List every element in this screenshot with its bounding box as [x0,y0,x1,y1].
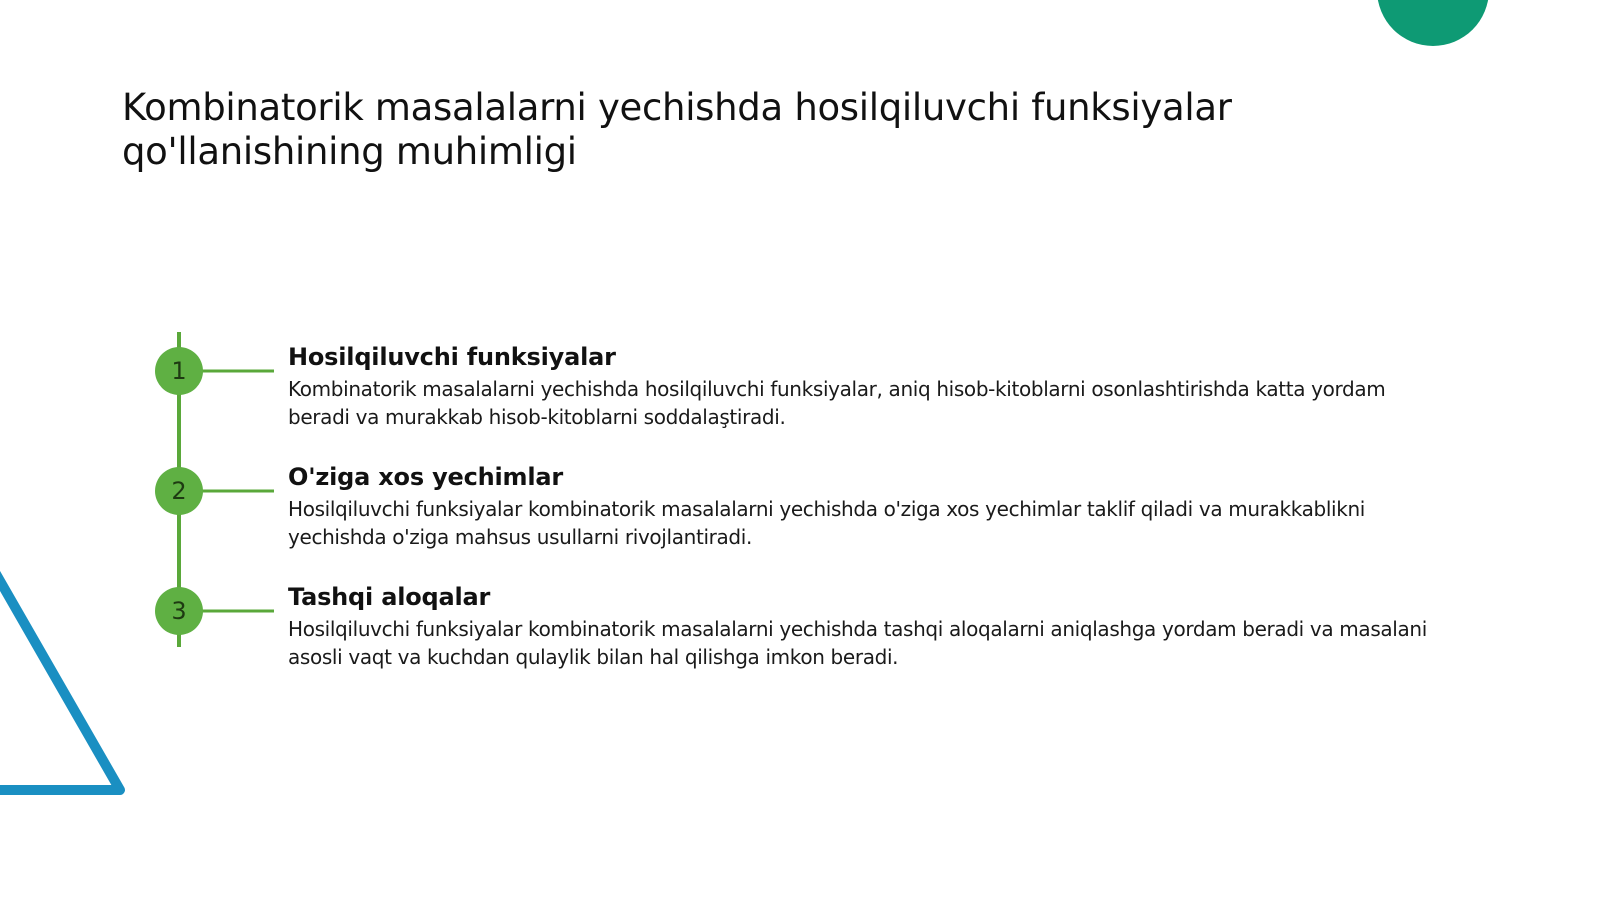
timeline-item-3 [288,582,1448,671]
decorative-circle [1377,0,1489,46]
item-heading: Hosilqiluvchi funksiyalar [288,343,616,371]
step-number-2: 2 [171,477,187,505]
item-heading: Tashqi aloqalar [288,583,491,611]
slide-title: Kombinatorik masalalarni yechishda hosilqiluvchi funksiyalar qo'llanishining muhimligi [122,86,1232,173]
timeline-item-2 [288,462,1448,551]
item-body: Hosilqiluvchi funksiyalar kombinatorik masalalarni yechishda tashqi aloqalarni aniqlashga yordam beradi va masalani asosli vaqt va kuchdan qulaylik bilan hal qilishga imkon beradi. [288,617,1427,669]
item-body: Hosilqiluvchi funksiyalar kombinatorik masalalarni yechishda o'ziga xos yechimlar taklif qiladi va murakkablikni yechishda o'ziga mahsus usullarni rivojlantiradi. [288,497,1366,549]
timeline-item-1 [288,342,1448,431]
decorative-triangle [0,570,140,820]
step-number-1: 1 [171,357,187,385]
item-heading: O'ziga xos yechimlar [288,463,564,491]
step-number-3: 3 [171,597,187,625]
item-body: Kombinatorik masalalarni yechishda hosilqiluvchi funksiyalar, aniq hisob-kitoblarni osonlashtirishda katta yordam beradi va murakkab hisob-kitoblarni soddalaştiradi. [288,377,1386,429]
